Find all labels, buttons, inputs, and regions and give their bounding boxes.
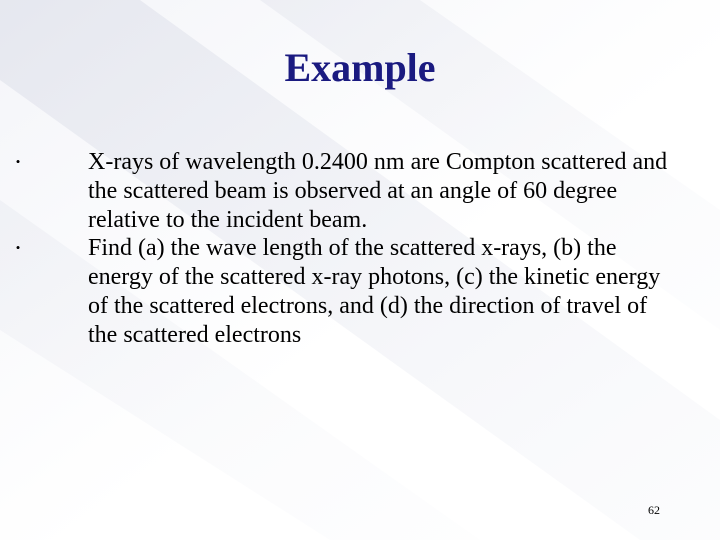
- bullet-text: Find (a) the wave length of the scattered x-rays, (b) the energy of the scattered x-ray photons, (c) the kinetic energy of the scattered electrons, and (d) the direction of travel of the scattered electrons: [88, 235, 661, 348]
- page-number: 62: [648, 503, 660, 517]
- bullet-item: [15, 148, 668, 234]
- bullet-list: [15, 148, 668, 350]
- bullet-item: [15, 234, 668, 349]
- bullet-marker: •: [15, 154, 21, 169]
- bullet-marker: •: [15, 240, 21, 256]
- slide-title: Example: [284, 45, 436, 90]
- bullet-text: X-rays of wavelength 0.2400 nm are Compton scattered and the scattered beam is observed at an angle of 60 degree relative to the incident beam.: [88, 149, 668, 233]
